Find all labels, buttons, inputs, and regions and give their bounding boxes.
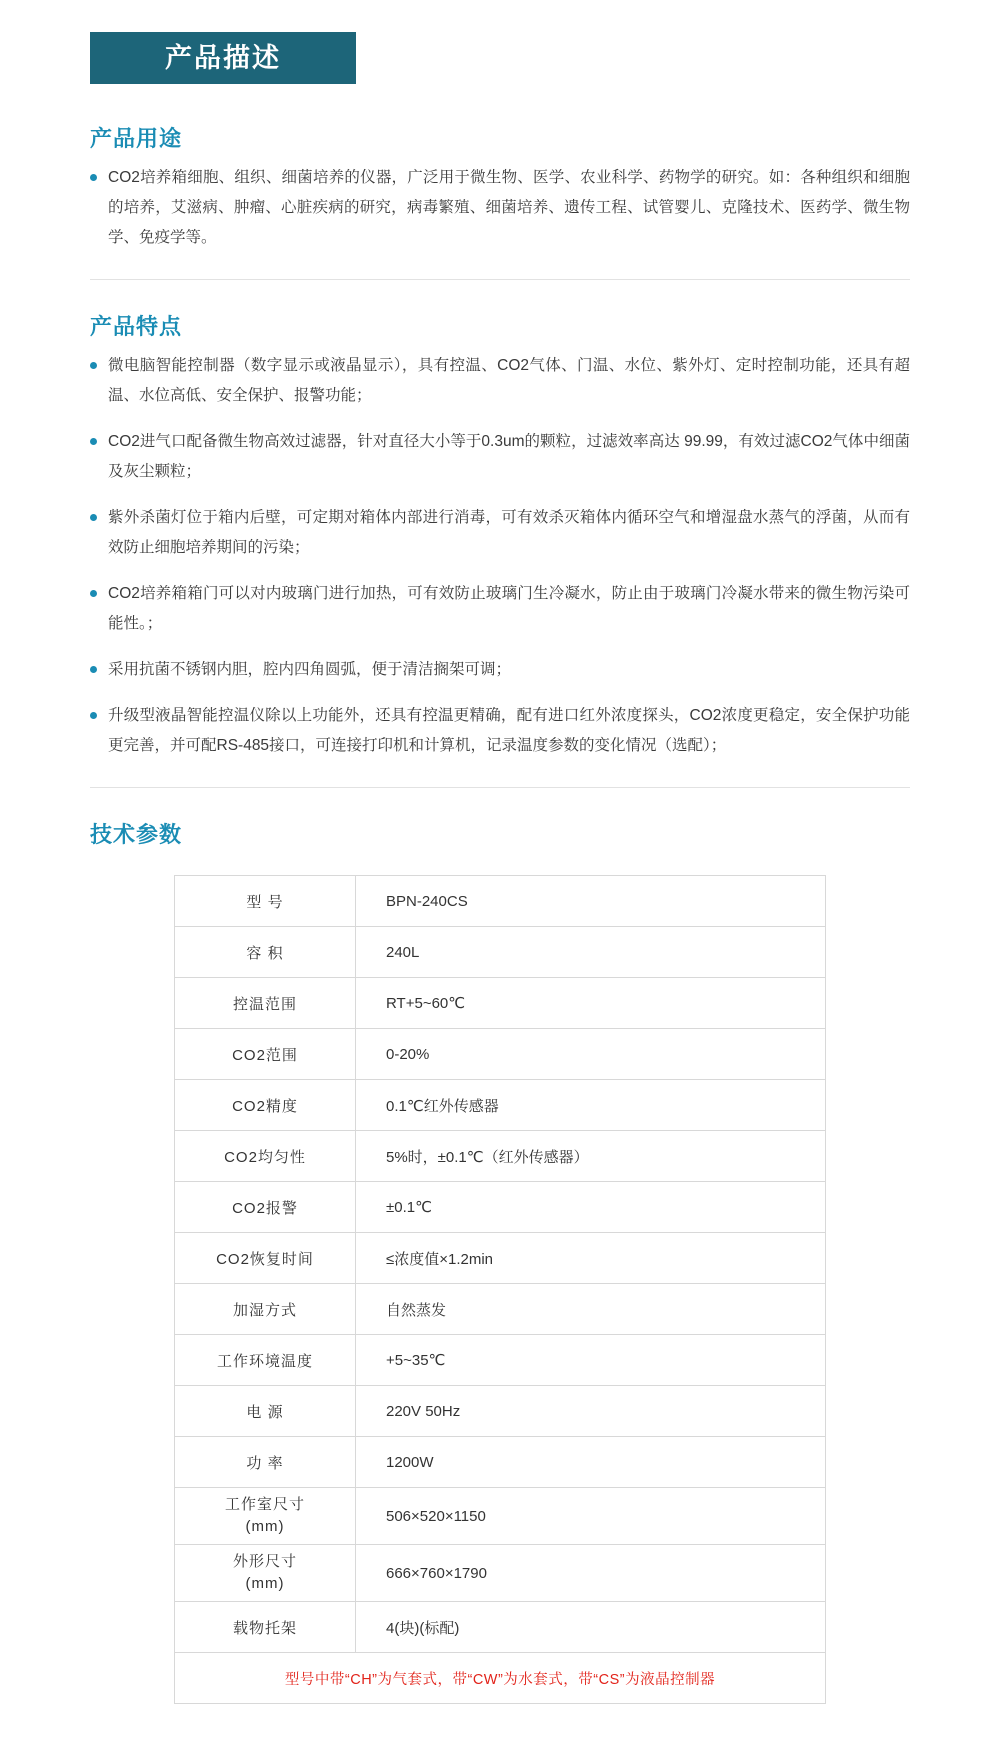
bullet-dot-icon xyxy=(90,666,97,673)
divider xyxy=(90,787,910,788)
row-value: ±0.1℃ xyxy=(356,1182,826,1233)
spec-table xyxy=(174,875,826,1704)
list-item-text: 采用抗菌不锈钢内胆，腔内四角圆弧，便于清洁搁架可调； xyxy=(108,661,512,678)
table-row xyxy=(175,1545,826,1602)
section-features xyxy=(90,310,910,761)
divider xyxy=(90,279,910,280)
row-value: 240L xyxy=(356,927,826,978)
list-item-text: 微电脑智能控制器（数字显示或液晶显示），具有控温、CO2气体、门温、水位、紫外灯、定时控制功能，还具有超温、水位高低、安全保护、报警功能； xyxy=(108,357,910,404)
section-tech xyxy=(90,818,910,1704)
table-row xyxy=(175,1602,826,1653)
spec-note: 型号中带“CH”为气套式，带“CW”为水套式，带“CS”为液晶控制器 xyxy=(175,1653,826,1704)
section-heading-features: 产品特点 xyxy=(90,314,183,339)
bullet-dot-icon xyxy=(90,590,97,597)
list-item-text: CO2培养箱箱门可以对内玻璃门进行加热，可有效防止玻璃门生冷凝水，防止由于玻璃门冷凝水带来的微生物污染可能性。； xyxy=(108,585,910,632)
table-row xyxy=(175,978,826,1029)
row-value: 220V 50Hz xyxy=(356,1386,826,1437)
table-row xyxy=(175,876,826,927)
row-label: 载物托架 xyxy=(175,1602,356,1653)
section-heading-tech: 技术参数 xyxy=(90,822,183,847)
row-value: 506×520×1150 xyxy=(356,1488,826,1545)
usage-list xyxy=(90,163,910,253)
table-row xyxy=(175,1131,826,1182)
table-row xyxy=(175,1437,826,1488)
section-heading-usage: 产品用途 xyxy=(90,126,183,151)
row-label: CO2精度 xyxy=(175,1080,356,1131)
bullet-dot-icon xyxy=(90,712,97,719)
list-item xyxy=(90,701,910,761)
row-value: BPN-240CS xyxy=(356,876,826,927)
bullet-dot-icon xyxy=(90,438,97,445)
page-title: 产品描述 xyxy=(90,32,356,84)
row-label: 控温范围 xyxy=(175,978,356,1029)
row-label: CO2均匀性 xyxy=(175,1131,356,1182)
features-list xyxy=(90,351,910,761)
page-content xyxy=(90,32,910,1704)
table-row xyxy=(175,1233,826,1284)
row-label: CO2报警 xyxy=(175,1182,356,1233)
row-label-main: 外形尺寸 xyxy=(232,1553,297,1570)
bullet-dot-icon xyxy=(90,174,97,181)
list-item xyxy=(90,427,910,487)
row-value: RT+5~60℃ xyxy=(356,978,826,1029)
row-label: 型 号 xyxy=(175,876,356,927)
row-value: 自然蒸发 xyxy=(356,1284,826,1335)
row-label: 容 积 xyxy=(175,927,356,978)
list-item xyxy=(90,655,910,685)
table-row xyxy=(175,1029,826,1080)
row-label: CO2恢复时间 xyxy=(175,1233,356,1284)
list-item xyxy=(90,351,910,411)
table-row xyxy=(175,1488,826,1545)
row-label xyxy=(175,1545,356,1602)
table-row xyxy=(175,1080,826,1131)
table-row xyxy=(175,1182,826,1233)
row-value: 5%时，±0.1℃（红外传感器） xyxy=(356,1131,826,1182)
row-value: ≤浓度值×1.2min xyxy=(356,1233,826,1284)
row-value: 1200W xyxy=(356,1437,826,1488)
table-row xyxy=(175,1284,826,1335)
spec-table-wrapper xyxy=(174,875,826,1704)
list-item xyxy=(90,163,910,253)
table-row-note xyxy=(175,1653,826,1704)
row-label: 电 源 xyxy=(175,1386,356,1437)
row-value: 666×760×1790 xyxy=(356,1545,826,1602)
row-value: 4(块)(标配) xyxy=(356,1602,826,1653)
row-value: +5~35℃ xyxy=(356,1335,826,1386)
row-label: CO2范围 xyxy=(175,1029,356,1080)
list-item xyxy=(90,503,910,563)
row-label: 加湿方式 xyxy=(175,1284,356,1335)
list-item-text: CO2培养箱细胞、组织、细菌培养的仪器，广泛用于微生物、医学、农业科学、药物学的研究。如：各种组织和细胞的培养，艾滋病、肿瘤、心脏疾病的研究，病毒繁殖、细菌培养、遗传工程、试管婴儿、克隆技术、医药学、微生物学、免疫学等。 xyxy=(108,169,910,246)
table-row xyxy=(175,1335,826,1386)
row-value: 0-20% xyxy=(356,1029,826,1080)
table-row xyxy=(175,1386,826,1437)
row-value: 0.1℃红外传感器 xyxy=(356,1080,826,1131)
list-item-text: 紫外杀菌灯位于箱内后壁，可定期对箱体内部进行消毒，可有效杀灭箱体内循环空气和增湿盘水蒸气的浮菌，从而有效防止细胞培养期间的污染； xyxy=(108,509,910,556)
table-row xyxy=(175,927,826,978)
list-item-text: CO2进气口配备微生物高效过滤器，针对直径大小等于0.3um的颗粒，过滤效率高达 99.99，有效过滤CO2气体中细菌及灰尘颗粒； xyxy=(108,433,910,480)
list-item-text: 升级型液晶智能控温仪除以上功能外，还具有控温更精确，配有进口红外浓度探头，CO2浓度更稳定，安全保护功能更完善，并可配RS-485接口，可连接打印机和计算机，记录温度参数的变化情况（选配）； xyxy=(108,707,910,754)
row-label xyxy=(175,1488,356,1545)
list-item xyxy=(90,579,910,639)
bullet-dot-icon xyxy=(90,362,97,369)
row-label-unit: (mm) xyxy=(245,1575,285,1592)
row-label-main: 工作室尺寸 xyxy=(224,1496,305,1513)
row-label: 工作环境温度 xyxy=(175,1335,356,1386)
row-label: 功 率 xyxy=(175,1437,356,1488)
row-label-unit: (mm) xyxy=(245,1518,285,1535)
bullet-dot-icon xyxy=(90,514,97,521)
section-usage xyxy=(90,122,910,253)
